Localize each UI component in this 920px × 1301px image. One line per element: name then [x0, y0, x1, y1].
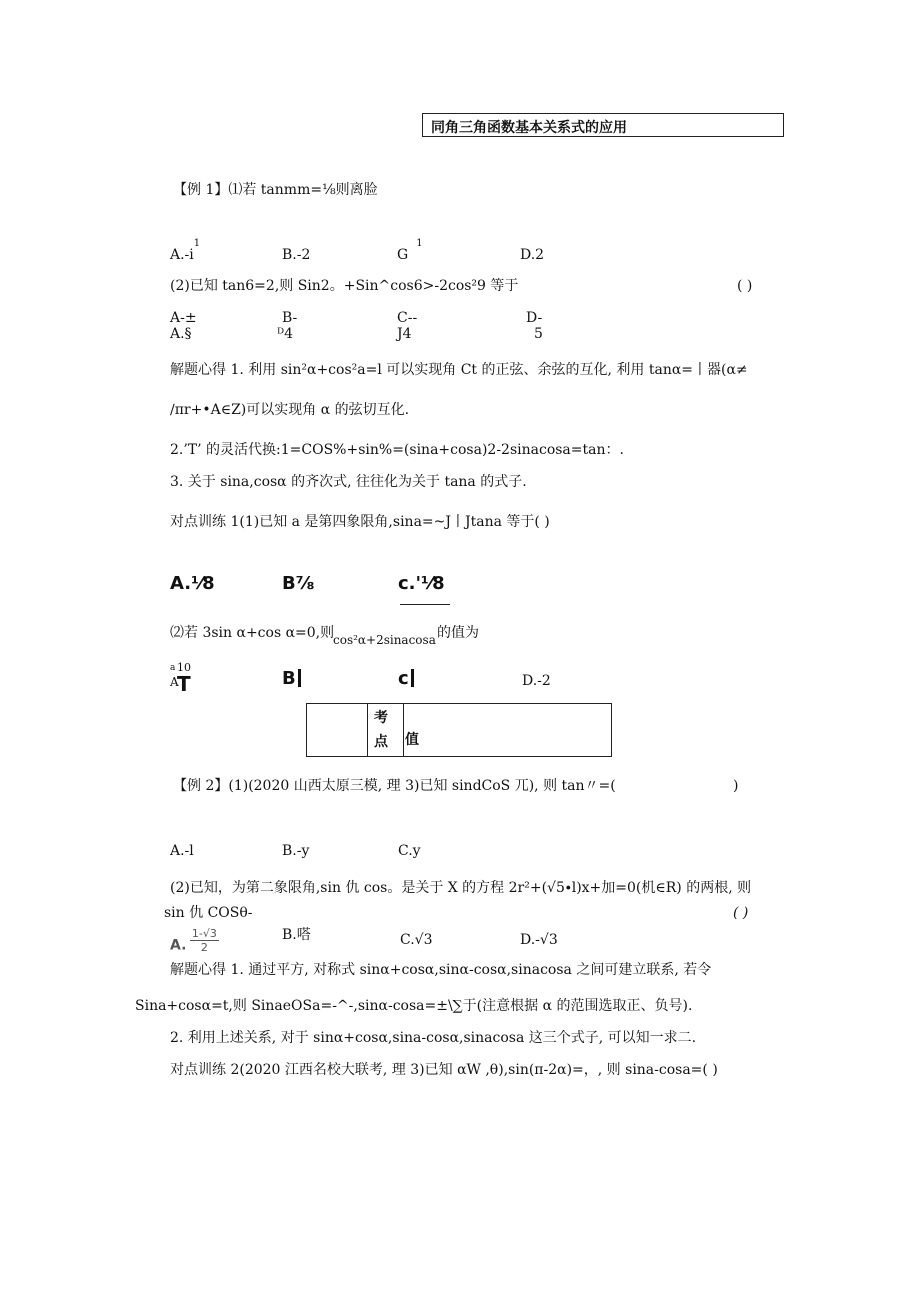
ex1-q2-option-a-top: A-±: [170, 310, 197, 326]
example-1-question-1: 【例 1】⑴若 tanmm=⅛则离脸: [173, 182, 378, 198]
training-1-question-2a: ⑵若 3sin α+cos α=0,则: [170, 625, 335, 641]
ex1-q2-option-b-top: B-: [282, 310, 298, 326]
ex1-option-c: $G^1$: [397, 238, 423, 263]
training-1-q2-option-b: B: [282, 668, 301, 690]
training-1-option-a: A.⅟8: [170, 573, 215, 594]
tips-1-line-3: 2.’T’ 的灵活代换:1=COS%+sin%=(sina+cosa)2-2sinacosa=tan：.: [170, 442, 624, 458]
training-1-q2-option-d: D.-2: [522, 673, 551, 689]
ex1-option-b: B.-2: [282, 247, 311, 263]
ex1-q2-option-b: ᴰ4: [277, 326, 293, 342]
training-2-question: 对点训练 2(2020 江西名校大联考, 理 3)已知 αW ,θ),sin(π-2α)=，, 则 sina-cosa=( ): [170, 1062, 718, 1078]
ex2-q2-option-d: D.-√3: [520, 932, 558, 948]
ex2-q2-option-a: A. $\frac{1-√3}{2}$: [170, 927, 217, 955]
ex1-option-a: $A.-i^1$: [170, 238, 201, 263]
ex1-q2-option-d-top: D-: [526, 310, 543, 326]
tips-1-line-2: ∕πr+•A∈Z)可以实现角 α 的弦切互化.: [170, 402, 410, 418]
example-1-question-2: (2)已知 tan6=2,则 Sin2。+Sin^cos6>-2cos²9 等于: [170, 278, 519, 294]
ex1-q2-option-c-top: C--: [397, 310, 418, 326]
example-2-question-2b: sin 仇 COSθ-: [164, 905, 253, 921]
training-1-question-2b: cos²α+2sinacosa: [333, 633, 436, 647]
option-a-numerator: 10: [177, 661, 191, 674]
table-kao: 考: [374, 710, 388, 726]
table-zhi: 值: [405, 732, 419, 748]
exam-point-table: [306, 703, 612, 757]
tips-2-line-1: 解题心得 1. 通过平方, 对称式 sinα+cosα,sinα-cosα,sinacosa 之间可建立联系, 若令: [170, 962, 712, 978]
ex2-option-c: C.y: [398, 843, 421, 859]
answer-paren: ( ): [737, 278, 753, 294]
option-c-underline: [400, 604, 450, 605]
training-1-option-c: c.'⅟8: [398, 573, 445, 594]
ex1-q2-option-c: J4: [397, 326, 412, 342]
ex1-option-d: D.2: [520, 247, 545, 263]
ex2-q2-option-c: C.√3: [400, 932, 433, 948]
example-2-paren: ): [733, 778, 739, 794]
example-2-question-2: (2)已知，为第二象限角,sin 仇 cos。是关于 X 的方程 2r²+(√5∙l)x+加=0(机∈R) 的两根, 则: [170, 880, 752, 896]
tips-1-line-1: 解题心得 1. 利用 sin²α+cos²a=l 可以实现角 Ct 的正弦、余弦的互化, 利用 tanα=丨器(α≠: [170, 362, 748, 378]
ex2-q2-option-b: B.嗒: [282, 927, 311, 943]
tips-2-line-2: Sina+cosα=t,则 SinaeOSa=-^-,sinα-cosa=±\∑于(注意根据 α 的范围选取正、负号).: [135, 998, 693, 1014]
ex2-option-a: A.-l: [170, 843, 194, 859]
tips-2-line-3: 2. 利用上述关系, 对于 sinα+cosα,sina-cosα,sinacosa 这三个式子, 可以知一求二.: [170, 1030, 697, 1046]
ex1-q2-option-d: 5: [534, 326, 543, 342]
training-1-q2-option-c: c: [398, 668, 414, 690]
training-1-question-2c: 的值为: [437, 625, 479, 641]
ex1-q2-option-a: A.§: [170, 326, 192, 342]
training-1-option-b: B⅞: [282, 573, 315, 594]
training-1-question: 对点训练 1(1)已知 a 是第四象限角,sina=~J丨Jtana 等于( ): [170, 514, 550, 530]
option-a-small: a: [170, 663, 176, 673]
option-a-label: A: [170, 675, 179, 689]
tips-1-line-4: 3. 关于 sina,cosα 的齐次式, 往往化为关于 tana 的式子.: [170, 474, 527, 490]
ex2-option-b: B.-y: [282, 843, 310, 859]
table-dian: 点: [374, 734, 388, 750]
example-2-question-1: 【例 2】(1)(2020 山西太原三模, 理 3)已知 sindCoS 兀), 则 tan〃=(: [173, 778, 616, 794]
example-2-paren-2: ( ): [733, 905, 749, 921]
option-a-bar: T: [177, 672, 191, 696]
section-title: 同角三角函数基本关系式的应用: [422, 113, 784, 137]
